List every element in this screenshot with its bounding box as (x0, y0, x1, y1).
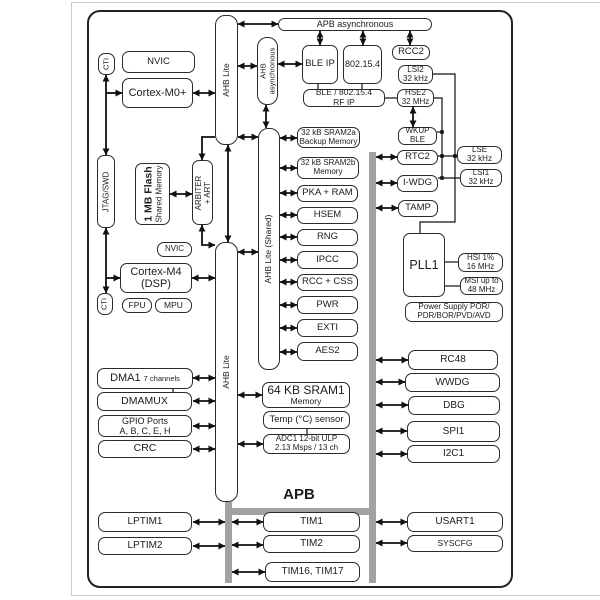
dbg-block: DBG (408, 396, 500, 415)
syscfg-block: SYSCFG (407, 535, 503, 552)
crc-block: CRC (98, 440, 192, 458)
sram2b-block: 32 kB SRAM2b Memory (297, 157, 359, 179)
bus-apb-label: APB (283, 486, 315, 503)
wkup-ble-block: WKUP BLE (398, 127, 437, 145)
pka-block: PKA + RAM (297, 185, 358, 202)
cti-cpu2-block: CTI (97, 293, 113, 315)
lptim2-block: LPTIM2 (98, 537, 192, 555)
hse2-block: HSE2 32 MHz (397, 89, 434, 107)
sram2a-block: 32 kB SRAM2a Backup Memory (297, 127, 360, 148)
flash-block: 1 MB Flash Shared Memory (135, 163, 170, 225)
temp-sensor-block: Temp (°C) sensor (263, 411, 350, 429)
rcc2-block: RCC2 (392, 45, 430, 60)
bus-ahb-asynchronous: AHB asynchronous (257, 37, 278, 105)
bus-ahb-lite-cpu2: AHB Lite (215, 242, 238, 502)
cortex-m0-block: Cortex-M0+ (122, 78, 193, 108)
rcc-css-block: RCC + CSS (297, 274, 358, 291)
mpu-block: MPU (155, 298, 192, 313)
i2c1-block: I2C1 (407, 445, 500, 463)
lse-block: LSE 32 kHz (457, 146, 502, 164)
rc48-block: RC48 (408, 350, 498, 370)
fpu-block: FPU (122, 298, 152, 313)
bus-ahb-lite-shared: AHB Lite (Shared) (258, 128, 280, 370)
ble-ip-block: BLE IP (302, 45, 338, 84)
adc1-block: ADC1 12-bit ULP 2.13 Msps / 13 ch (263, 434, 350, 454)
bus-apb-asynchronous: APB asynchronous (278, 18, 432, 31)
rng-block: RNG (297, 229, 358, 246)
spi1-block: SPI1 (407, 421, 500, 442)
lsi1-block: LSI1 32 kHz (460, 169, 502, 187)
usart1-block: USART1 (407, 512, 503, 532)
jtag-swd-block: JTAG/SWD (97, 155, 115, 228)
ieee-802154-block: 802.15.4 (343, 45, 382, 84)
tim2-block: TIM2 (263, 535, 360, 553)
cti-cpu1-block: CTI (98, 53, 115, 75)
tim16-tim17-block: TIM16, TIM17 (265, 562, 360, 582)
iwdg-block: I-WDG (397, 175, 438, 192)
hsem-block: HSEM (297, 207, 358, 224)
lptim1-block: LPTIM1 (98, 512, 192, 532)
dmamux-block: DMAMUX (97, 392, 192, 411)
tim1-block: TIM1 (263, 512, 360, 532)
aes2-block: AES2 (297, 342, 358, 361)
hsi-block: HSI 1% 16 MHz (458, 253, 503, 272)
cortex-m4-block: Cortex-M4 (DSP) (120, 263, 192, 293)
apb-bus-bar-right (369, 152, 376, 583)
pll1-block: PLL1 (403, 233, 445, 297)
lsi2-block: LSI2 32 kHz (398, 65, 433, 84)
arbiter-art-block: ARBITER + ART (192, 160, 213, 225)
ipcc-block: IPCC (297, 251, 358, 269)
wwdg-block: WWDG (405, 373, 500, 392)
exti-block: EXTI (297, 319, 358, 337)
gpio-block: GPIO Ports A, B, C, E, H (98, 415, 192, 437)
power-supply-block: Power Supply POR/ PDR/BOR/PVD/AVD (405, 302, 503, 322)
dma1-block: DMA1 7 channels (97, 368, 193, 389)
figure-frame-bottom (71, 595, 600, 596)
sram1-block: 64 KB SRAM1 Memory (262, 382, 350, 408)
nvic-cpu1-block: NVIC (122, 51, 195, 73)
figure-frame-left (71, 2, 72, 595)
tamp-block: TAMP (398, 200, 438, 217)
msi-block: MSI up to 48 MHz (460, 277, 503, 295)
nvic-cpu2-block: NVIC (157, 242, 192, 257)
rtc2-block: RTC2 (397, 150, 438, 165)
pwr-block: PWR (297, 296, 358, 314)
bus-ahb-lite-cpu1: AHB Lite (215, 15, 238, 145)
rf-ip-block: BLE / 802.15.4 RF IP (303, 89, 385, 107)
figure-frame-top (71, 2, 600, 3)
